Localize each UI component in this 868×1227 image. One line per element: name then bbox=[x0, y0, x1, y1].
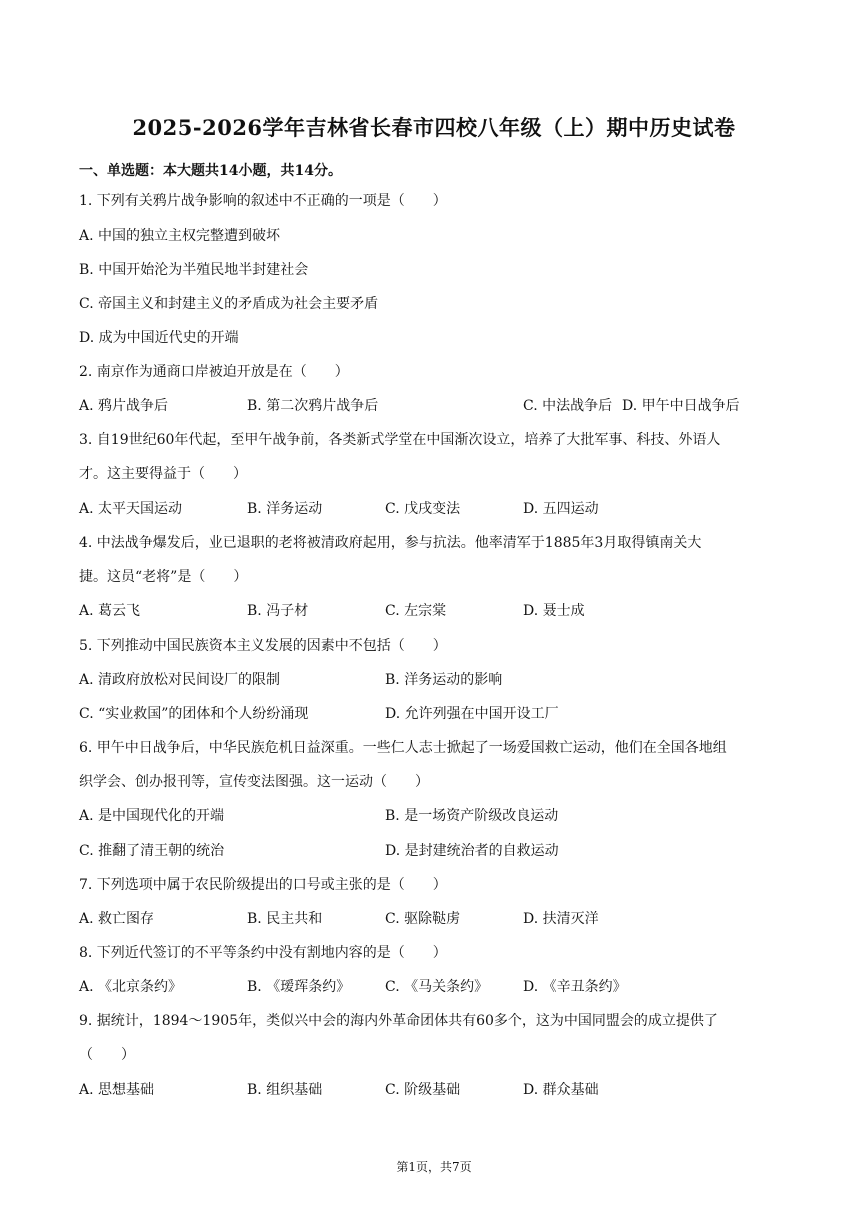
question-1-stem: 1. 下列有关鸦片战争影响的叙述中不正确的一项是（ ） bbox=[79, 193, 447, 209]
question-6-option-c: C. 推翻了清王朝的统治 bbox=[79, 843, 225, 859]
question-3-option-c: C. 戊戌变法 bbox=[385, 501, 461, 517]
question-3-stem-line-1: 3. 自19世纪60年代起，至甲午战争前，各类新式学堂在中国渐次设立，培养了大批军事、科技、外语人 bbox=[79, 432, 721, 448]
question-5-stem: 5. 下列推动中国民族资本主义发展的因素中不包括（ ） bbox=[79, 638, 447, 654]
question-2-option-c: C. 中法战争后 bbox=[523, 398, 613, 414]
question-7-option-d: D. 扶清灭洋 bbox=[523, 911, 599, 927]
question-4-option-a: A. 葛云飞 bbox=[79, 603, 141, 619]
question-6-option-b: B. 是一场资产阶级改良运动 bbox=[385, 808, 559, 824]
question-4-stem-line-1: 4. 中法战争爆发后，业已退职的老将被清政府起用，参与抗法。他率清军于1885年3月取得镇南关大 bbox=[79, 535, 702, 551]
page-title: 2025-2026学年吉林省长春市四校八年级（上）期中历史试卷 bbox=[132, 115, 736, 140]
question-4-option-c: C. 左宗棠 bbox=[385, 603, 447, 619]
question-7-option-c: C. 驱除鞑虏 bbox=[385, 911, 461, 927]
question-5-option-a: A. 清政府放松对民间设厂的限制 bbox=[79, 672, 281, 688]
question-5-option-c: C. “实业救国”的团体和个人纷纷涌现 bbox=[79, 706, 309, 722]
question-8-option-b: B. 《瑷珲条约》 bbox=[247, 979, 351, 995]
question-3-option-a: A. 太平天国运动 bbox=[79, 501, 183, 517]
question-9-option-a: A. 思想基础 bbox=[79, 1082, 155, 1098]
question-1-option-a: A. 中国的独立主权完整遭到破坏 bbox=[79, 228, 281, 244]
question-2-option-b: B. 第二次鸦片战争后 bbox=[247, 398, 379, 414]
question-9-option-c: C. 阶级基础 bbox=[385, 1082, 461, 1098]
question-8-option-d: D. 《辛丑条约》 bbox=[523, 979, 627, 995]
question-7-stem: 7. 下列选项中属于农民阶级提出的口号或主张的是（ ） bbox=[79, 877, 447, 893]
page-number: 第1页，共7页 bbox=[396, 1160, 472, 1174]
question-9-option-d: D. 群众基础 bbox=[523, 1082, 599, 1098]
question-4-stem-line-2: 捷。这员“老将”是（ ） bbox=[79, 569, 248, 585]
question-8-option-c: C. 《马关条约》 bbox=[385, 979, 489, 995]
question-9-stem-line-1: 9. 据统计，1894～1905年，类似兴中会的海内外革命团体共有60多个，这为中国同盟会的成立提供了 bbox=[79, 1013, 718, 1029]
question-8-option-a: A. 《北京条约》 bbox=[79, 979, 183, 995]
question-4-option-b: B. 冯子材 bbox=[247, 603, 309, 619]
question-6-stem-line-1: 6. 甲午中日战争后，中华民族危机日益深重。一些仁人志士掀起了一场爱国救亡运动，他们在全国各地组 bbox=[79, 740, 727, 756]
question-6-option-d: D. 是封建统治者的自救运动 bbox=[385, 843, 559, 859]
question-6-stem-line-2: 织学会、创办报刊等，宣传变法图强。这一运动（ ） bbox=[79, 774, 429, 790]
question-1-option-c: C. 帝国主义和封建主义的矛盾成为社会主要矛盾 bbox=[79, 296, 379, 312]
question-9-stem-line-2: （ ） bbox=[79, 1047, 135, 1063]
question-2-option-a: A. 鸦片战争后 bbox=[79, 398, 169, 414]
question-4-option-d: D. 聂士成 bbox=[523, 603, 585, 619]
question-1-option-d: D. 成为中国近代史的开端 bbox=[79, 330, 239, 346]
question-5-option-d: D. 允许列强在中国开设工厂 bbox=[385, 706, 559, 722]
question-8-stem: 8. 下列近代签订的不平等条约中没有割地内容的是（ ） bbox=[79, 945, 447, 961]
question-1-option-b: B. 中国开始沦为半殖民地半封建社会 bbox=[79, 262, 309, 278]
question-5-option-b: B. 洋务运动的影响 bbox=[385, 672, 503, 688]
question-7-option-a: A. 救亡图存 bbox=[79, 911, 155, 927]
question-3-option-d: D. 五四运动 bbox=[523, 501, 599, 517]
question-3-stem-line-2: 才。这主要得益于（ ） bbox=[79, 466, 247, 482]
question-9-option-b: B. 组织基础 bbox=[247, 1082, 323, 1098]
question-2-stem: 2. 南京作为通商口岸被迫开放是在（ ） bbox=[79, 364, 349, 380]
section-header: 一、单选题：本大题共14小题，共14分。 bbox=[79, 163, 342, 179]
question-6-option-a: A. 是中国现代化的开端 bbox=[79, 808, 225, 824]
question-2-option-d: D. 甲午中日战争后 bbox=[622, 398, 740, 414]
question-7-option-b: B. 民主共和 bbox=[247, 911, 323, 927]
question-3-option-b: B. 洋务运动 bbox=[247, 501, 323, 517]
